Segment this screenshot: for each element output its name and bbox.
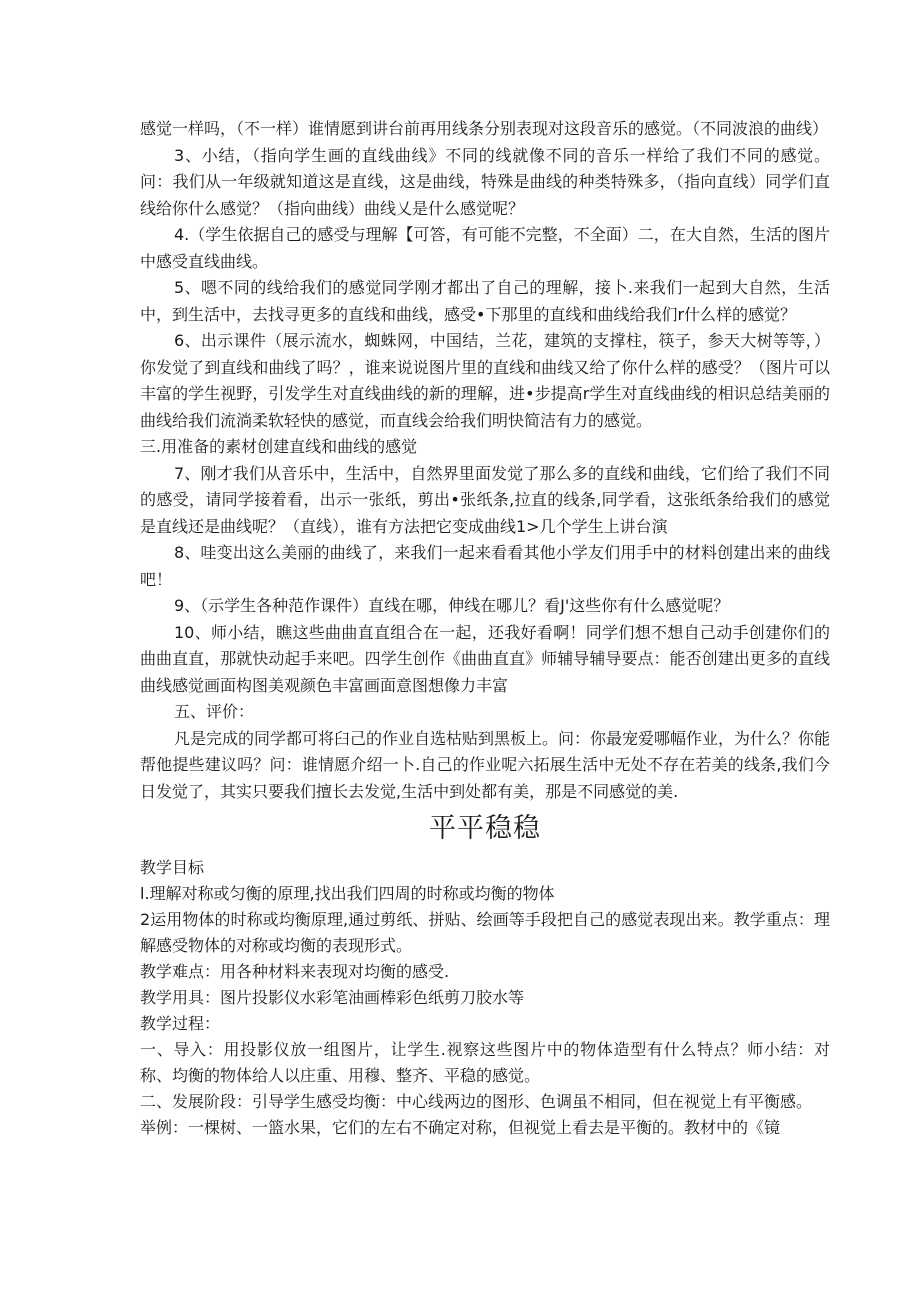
paragraph: 4.（学生依据自己的感受与理解【可答，有可能不完整，不全面）二，在大自然，生活的图片中感受直线曲线。 — [140, 225, 830, 271]
paragraph: 6、出示课件（展示流水，蜘蛛网，中国结，兰花，建筑的支撑柱，筷子，参天大树等等，）你发觉了到直线和曲线了吗？，谁来说说图片里的直线和曲线又给了你什么样的感受？（图片可以丰富的学生视野，引发学生对直线曲线的新的理解，进•步提高r学生对直线曲线的相识总结美丽的曲线给我们流淌柔软轻快的感觉，而直线会给我们明快简洁有力的感觉。 — [140, 331, 830, 430]
paragraph: 凡是完成的同学都可将臼己的作业自选枯贴到黑板上。问：你最宠爱哪幅作业，为什么？你能帮他提些建议吗？问：谁情愿介绍一卜.自己的作业呢六拓展生活中无处不存在若美的线条,我们今日发觉了，其实只要我们擅长去发觉,生活中到处都有美，那是不同感觉的美. — [140, 728, 831, 801]
paragraph: 教学用具：图片投影仪水彩笔油画棒彩色纸剪刀胶水等 — [140, 988, 525, 1007]
lesson1-section — [140, 116, 830, 805]
paragraph: 3、小结，（指向学生画的直线曲线》不同的线就像不同的音乐一样给了我们不同的感觉。问：我们从一年级就知道这是直线，这是曲线，特殊是曲线的种类特殊多，（指向直线）同学们直线给你什么感觉？（指向曲线）曲线乂是什么感觉呢？ — [140, 145, 830, 218]
paragraph: l.理解对称或匀衡的原理,找出我们四周的时称或均衡的物体 — [140, 884, 555, 903]
paragraph: 5、嗯不同的线给我们的感觉同学刚才都出了自己的理解，接卜.来我们一起到大自然，生活中，到生活中，去找寻更多的直线和曲线，感受•下那里的直线和曲线给我们r什么样的感觉？ — [140, 278, 830, 324]
paragraph: 教学难点：用各种材料来表现对均衡的感受. — [140, 962, 450, 981]
paragraph: 9、（示学生各种范作课件）直线在哪，伸线在哪儿？看J'这些你有什么感觉呢？ — [174, 596, 730, 615]
paragraph: 7、刚才我们从音乐中，生活中，自然界里面发觉了那么多的直线和曲线，它们给了我们不同的感受，请同学接着看，出示一张纸，剪出•张纸条,拉直的线条,同学看，这张纸条给我们的感觉是直线还是曲线呢？（直线），谁有方法把它变成曲线1>几个学生上讲台演 — [140, 463, 830, 536]
paragraph: 8、哇变出这么美丽的曲线了，来我们一起来看看其他小学友们用手中的材料创建出来的曲线吧！ — [140, 543, 830, 589]
section-heading: 教学目标 — [140, 858, 205, 877]
lesson2-section — [140, 855, 830, 1141]
document-page — [140, 116, 830, 1141]
section-heading: 教学过程： — [140, 1014, 221, 1033]
section-heading: 五、评价： — [174, 702, 255, 721]
paragraph: 二、发展阶段：引导学生感受均衡：中心线两边的图形、色调虽不相同，但在视觉上有平衡感。 — [140, 1092, 813, 1111]
paragraph: 举例：一棵树、一篮水果，它们的左右不确定对称，但视觉上看去是平衡的。教材中的《镜 — [140, 1118, 781, 1137]
paragraph: 一、导入：用投影仪放一组图片，让学生.视察这些图片中的物体造型有什么特点？师小结：对称、均衡的物体给人以庄重、用穆、整齐、平稳的感觉。 — [140, 1040, 830, 1085]
lesson-title: 平平稳稳 — [429, 813, 541, 844]
paragraph: 10、师小结，瞧这些曲曲直直组合在一起，还我好看啊！同学们想不想自己动手创建你们的曲曲直直，那就快动起手来吧。四学生创作《曲曲直直》师辅导辅导要点：能否创建出更多的直线曲线感觉画面构图美观颜色丰富画面意图想像力丰富 — [140, 622, 830, 695]
section-heading: 三.用准备的素材创建直线和曲线的感觉 — [140, 437, 418, 456]
paragraph: 2运用物体的时称或均衡原理,通过剪纸、拼贴、绘画等手段把自己的感觉表现出来。教学重点：理解感受物体的对称或均衡的表现形式。 — [140, 910, 830, 955]
paragraph: 感觉一样吗，（不一样）谁情愿到讲台前再用线条分别表现对这段音乐的感觉。（不同波浪的曲线） — [140, 119, 829, 138]
